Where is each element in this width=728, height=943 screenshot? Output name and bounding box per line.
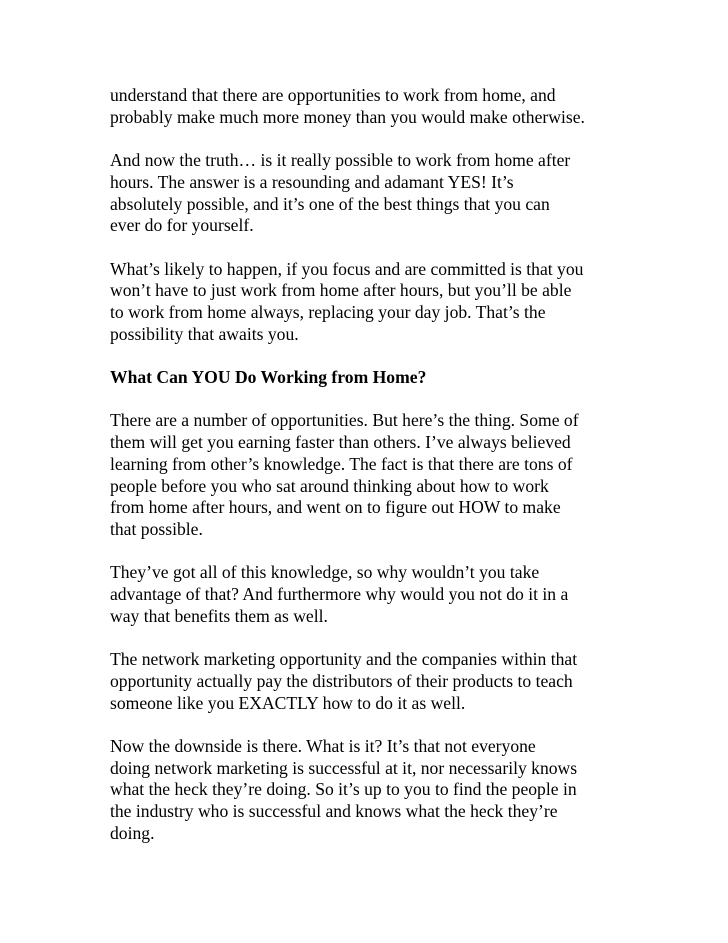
paragraph-likely bbox=[110, 259, 640, 346]
paragraph-line: people before you who sat around thinking about how to work bbox=[110, 475, 549, 496]
paragraph-line: that possible. bbox=[110, 519, 203, 539]
paragraph-line: advantage of that? And furthermore why would you not do it in a bbox=[110, 584, 569, 605]
paragraph-line: absolutely possible, and it’s one of the best things that you can bbox=[110, 193, 550, 214]
paragraph-line: opportunity actually pay the distributors of their products to teach bbox=[110, 670, 573, 691]
paragraph-line: the industry who is successful and knows what the heck they’re bbox=[110, 801, 558, 822]
paragraph-line: someone like you EXACTLY how to do it as well. bbox=[110, 692, 466, 713]
paragraph-downside bbox=[110, 736, 640, 845]
paragraph-line: won’t have to just work from home after hours, but you’ll be able bbox=[110, 280, 572, 301]
paragraph-knowledge bbox=[110, 562, 640, 627]
paragraph-line: ever do for yourself. bbox=[110, 215, 254, 236]
paragraph-line: what the heck they’re doing. So it’s up to you to find the people in bbox=[110, 779, 577, 800]
paragraph-line: hours. The answer is a resounding and adamant YES! It’s bbox=[110, 171, 514, 192]
paragraph-line: understand that there are opportunities to work from home, and bbox=[110, 85, 556, 105]
paragraph-truth bbox=[110, 150, 640, 237]
paragraph-line: The network marketing opportunity and the companies within that bbox=[110, 649, 578, 670]
paragraph-line: them will get you earning faster than others. I’ve always believed bbox=[110, 432, 571, 453]
heading-line: What Can YOU Do Working from Home? bbox=[110, 367, 427, 388]
paragraph-line: from home after hours, and went on to figure out HOW to make bbox=[110, 497, 561, 518]
paragraph-line: way that benefits them as well. bbox=[110, 605, 328, 626]
paragraph-opportunities bbox=[110, 410, 640, 540]
paragraph-line: probably make much more money than you would make otherwise. bbox=[110, 106, 585, 127]
paragraph-line: doing. bbox=[110, 822, 155, 843]
paragraph-line: And now the truth… is it really possible to work from home after bbox=[110, 150, 571, 171]
section-heading bbox=[110, 367, 640, 389]
paragraph-line: learning from other’s knowledge. The fact is that there are tons of bbox=[110, 453, 573, 474]
paragraph-line: doing network marketing is successful at it, nor necessarily knows bbox=[110, 757, 578, 778]
paragraph-line: to work from home always, replacing your day job. That’s the bbox=[110, 302, 546, 322]
paragraph-line: What’s likely to happen, if you focus and are committed is that you bbox=[110, 258, 584, 279]
paragraph-line: Now the downside is there. What is it? It’s that not everyone bbox=[110, 735, 536, 756]
paragraph-line: They’ve got all of this knowledge, so why wouldn’t you take bbox=[110, 562, 540, 583]
paragraph-line: possibility that awaits you. bbox=[110, 323, 299, 344]
paragraph-line: There are a number of opportunities. But here’s the thing. Some of bbox=[110, 410, 579, 431]
document-page bbox=[110, 85, 640, 866]
paragraph-network-marketing bbox=[110, 649, 640, 714]
paragraph-intro bbox=[110, 85, 640, 128]
